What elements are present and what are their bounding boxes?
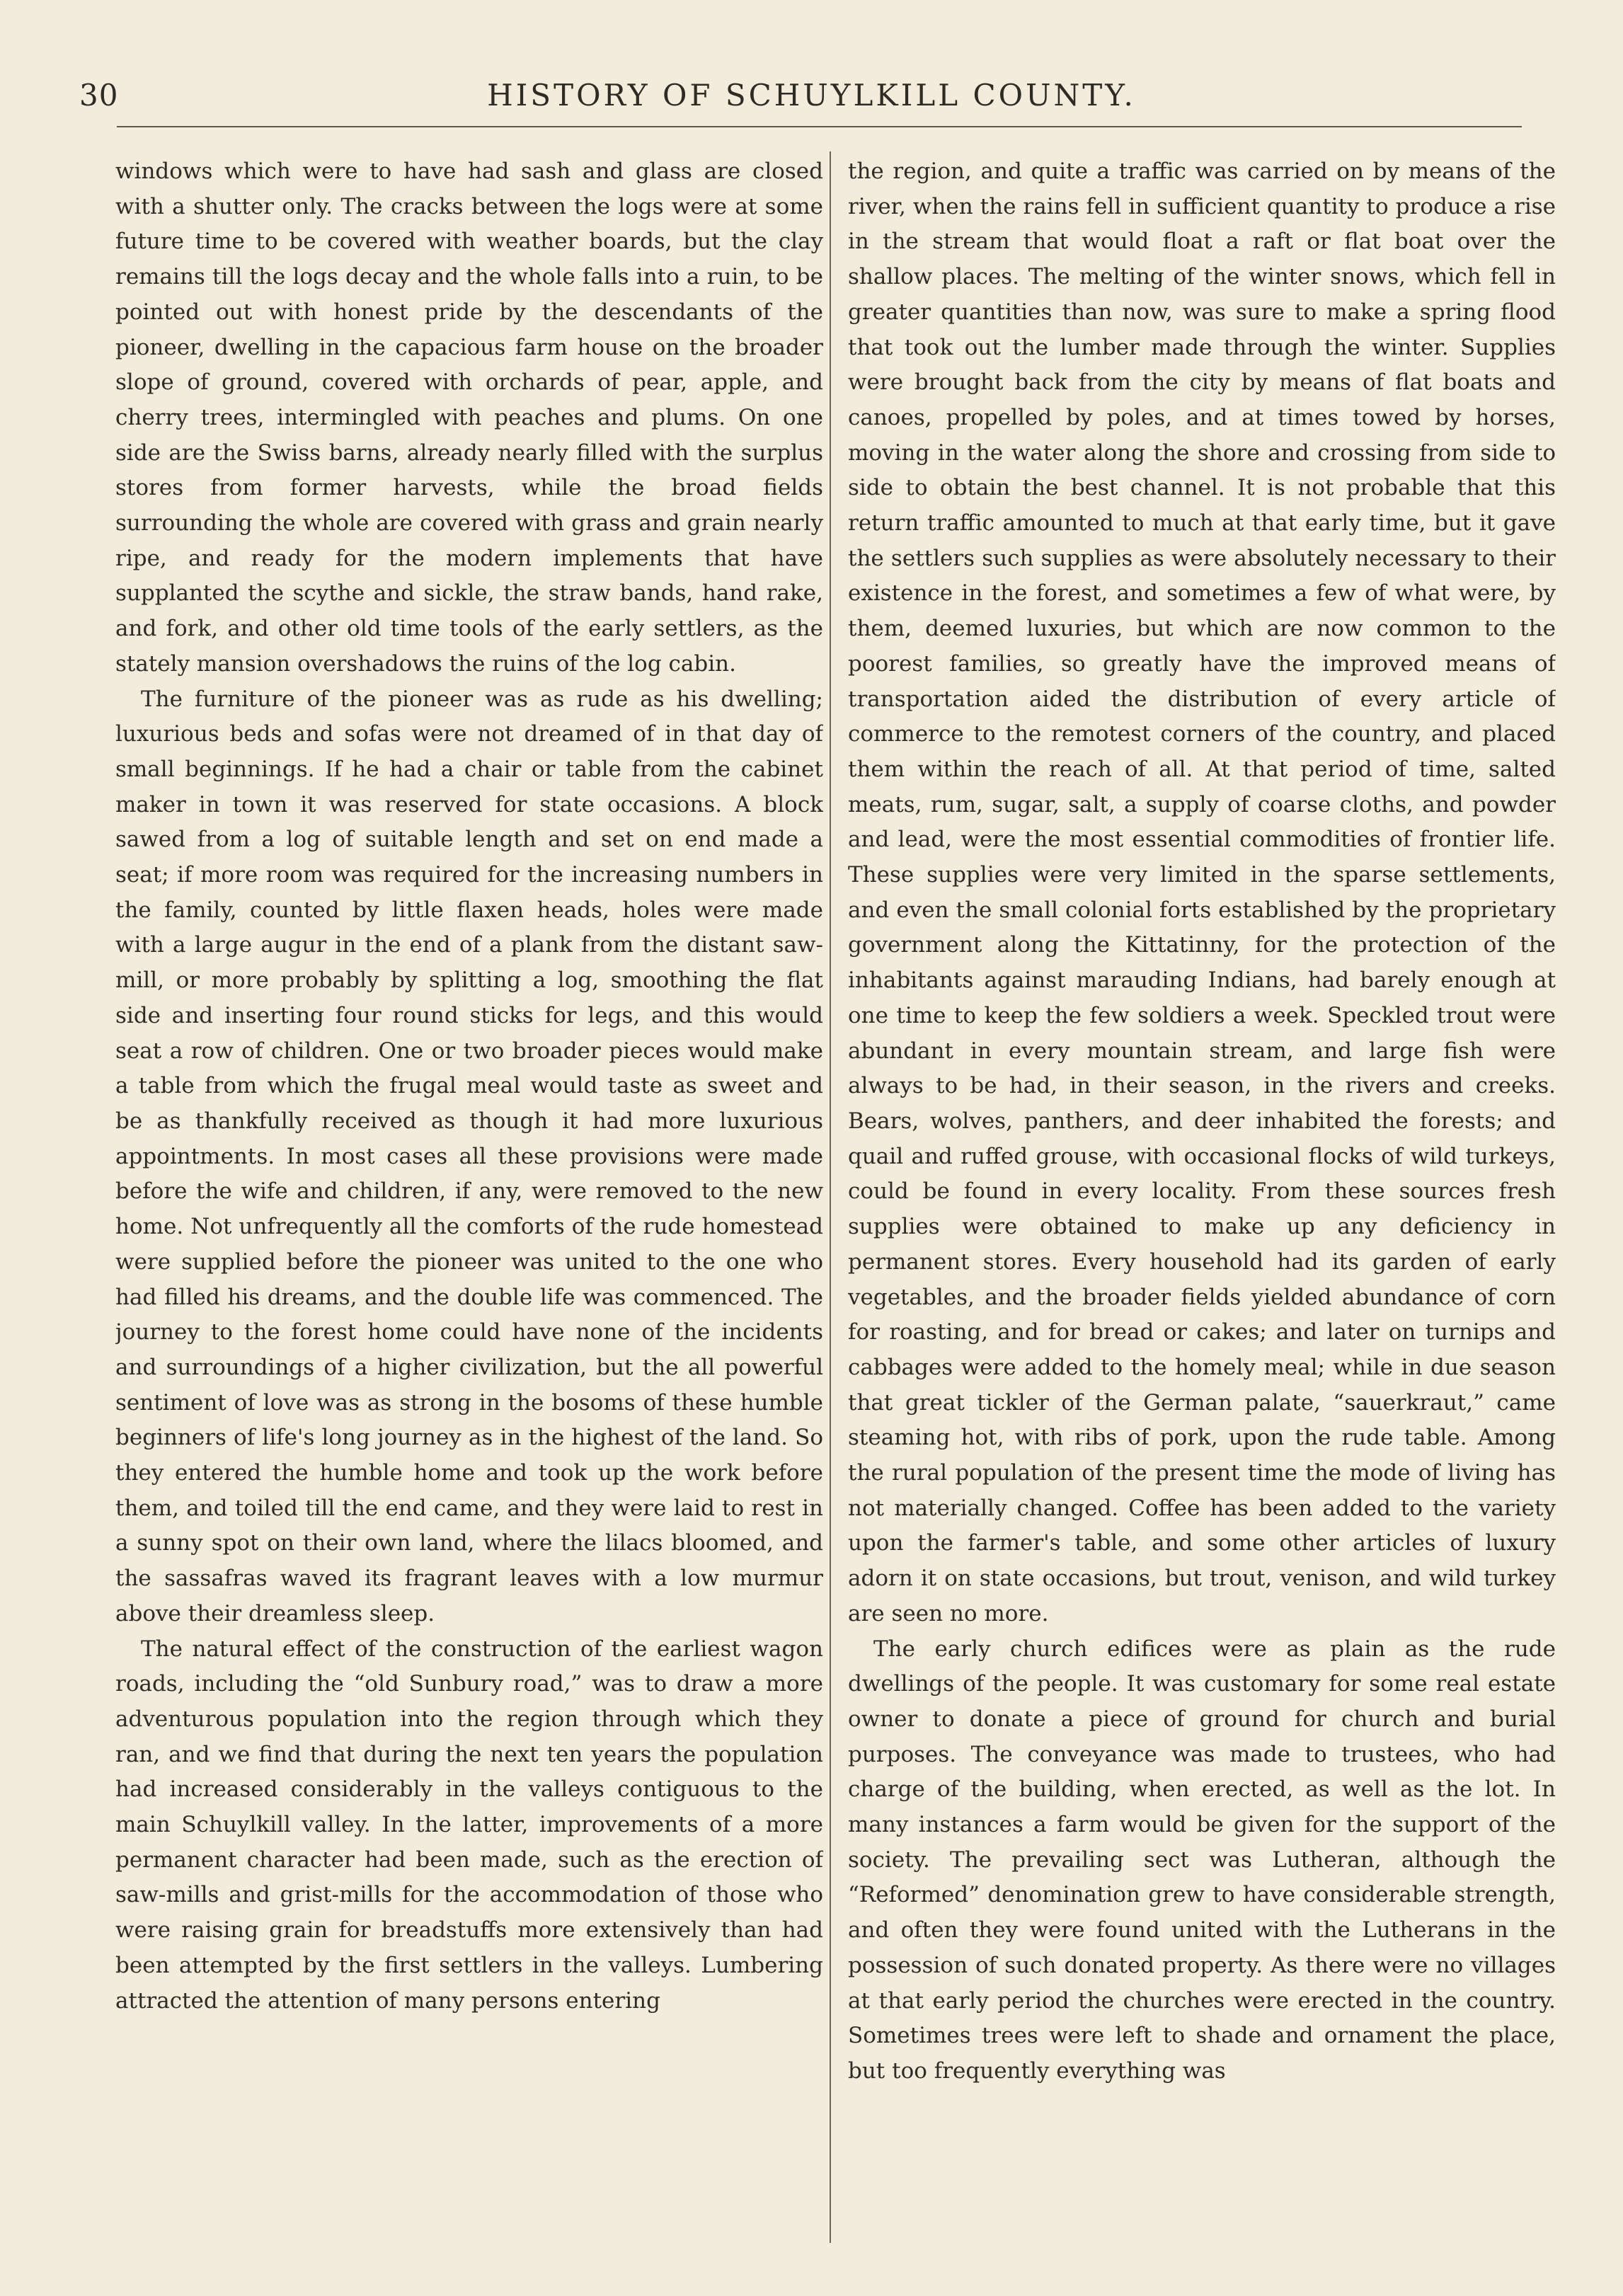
header-rule	[117, 126, 1522, 127]
paragraph: The furniture of the pioneer was as rude as his dwelling; luxurious beds and sofas were not dreamed of in that day of small beginnings. If he had a chair or table from the cabinet maker in town it was reserved for state occasions. A block sawed from a log of suitable length and set on end made a seat; if more room was required for the increasing numbers in the family, counted by little flaxen heads, holes were made with a large augur in the end of a plank from the distant saw-mill, or more probably by splitting a log, smoothing the flat side and inserting four round sticks for legs, and this would seat a row of children. One or two broader pieces would make a table from which the frugal meal would taste as sweet and be as thankfully received as though it had more luxurious appointments. In most cases all these provisions were made before the wife and children, if any, were removed to the new home. Not unfrequently all the comforts of the rude homestead were supplied before the pioneer was united to the one who had filled his dreams, and the double life was commenced. The journey to the forest home could have none of the incidents and surroundings of a higher civilization, but the all powerful sentiment of love was as strong in the bosoms of these humble beginners of life's long journey as in the highest of the land. So they entered the humble home and took up the work before them, and toiled till the end came, and they were laid to rest in a sunny spot on their own land, where the lilacs bloomed, and the sassafras waved its fragrant leaves with a low murmur above their dreamless sleep.	[115, 686, 823, 1626]
paragraph: The natural effect of the construction of the earliest wagon roads, including the “old Sunbury road,” was to draw a more adventurous population into the region through which they ran, and we find that during the next ten years the population had increased considerably in the valleys contiguous to the main Schuylkill valley. In the latter, improvements of a more permanent character had been made, such as the erection of saw-mills and grist-mills for the accommodation of those who were raising grain for breadstuffs more extensively than had been attempted by the first settlers in the valleys. Lumbering attracted the attention of many persons entering	[115, 1636, 823, 2014]
page-number: 30	[79, 78, 119, 113]
right-column	[848, 154, 1556, 2249]
running-title: HISTORY OF SCHUYLKILL COUNTY.	[487, 78, 1136, 113]
column-divider	[830, 151, 831, 2243]
paragraph: the region, and quite a traffic was carried on by means of the river, when the rains fell in sufficient quantity to produce a rise in the stream that would float a raft or flat boat over the shallow places. The melting of the winter snows, which fell in greater quantities than now, was sure to make a spring flood that took out the lumber made through the winter. Supplies were brought back from the city by means of flat boats and canoes, propelled by poles, and at times towed by horses, moving in the water along the shore and crossing from side to side to obtain the best channel. It is not probable that this return traffic amounted to much at that early time, but it gave the settlers such supplies as were absolutely necessary to their existence in the forest, and sometimes a few of what were, by them, deemed luxuries, but which are now common to the poorest families, so greatly have the improved means of transportation aided the distribution of every article of commerce to the remotest corners of the country, and placed them within the reach of all. At that period of time, salted meats, rum, sugar, salt, a supply of coarse cloths, and powder and lead, were the most essential commodities of frontier life. These supplies were very limited in the sparse settlements, and even the small colonial forts established by the proprietary government along the Kittatinny, for the protection of the inhabitants against marauding Indians, had barely enough at one time to keep the few soldiers a week. Speckled trout were abundant in every mountain stream, and large fish were always to be had, in their season, in the rivers and creeks. Bears, wolves, panthers, and deer inhabited the forests; and quail and ruffed grouse, with occasional flocks of wild turkeys, could be found in every locality. From these sources fresh supplies were obtained to make up any deficiency in permanent stores. Every household had its garden of early vegetables, and the broader fields yielded abundance of corn for roasting, and for bread or cakes; and later on turnips and cabbages were added to the homely meal; while in due season that great tickler of the German palate, “sauerkraut,” came steaming hot, with ribs of pork, upon the rude table. Among the rural population of the present time the mode of living has not materially changed. Coffee has been added to the variety upon the farmer's table, and some other articles of luxury adorn it on state occasions, but trout, venison, and wild turkey are seen no more.	[848, 159, 1556, 1626]
paragraph: windows which were to have had sash and glass are closed with a shutter only. The cracks between the logs were at some future time to be covered with weather boards, but the clay remains till the logs decay and the whole falls into a ruin, to be pointed out with honest pride by the descendants of the pioneer, dwelling in the capacious farm house on the broader slope of ground, covered with orchards of pear, apple, and cherry trees, intermingled with peaches and plums. On one side are the Swiss barns, already nearly filled with the surplus stores from former harvests, while the broad fields surrounding the whole are covered with grass and grain nearly ripe, and ready for the modern implements that have supplanted the scythe and sickle, the straw bands, hand rake, and fork, and other old time tools of the early settlers, as the stately mansion overshadows the ruins of the log cabin.	[115, 159, 823, 677]
left-column	[115, 154, 823, 2249]
paragraph: The early church edifices were as plain as the rude dwellings of the people. It was customary for some real estate owner to donate a piece of ground for church and burial purposes. The conveyance was made to trustees, who had charge of the building, when erected, as well as the lot. In many instances a farm would be given for the support of the society. The prevailing sect was Lutheran, although the “Reformed” denomination grew to have considerable strength, and often they were found united with the Lutherans in the possession of such donated property. As there were no villages at that early period the churches were erected in the country. Sometimes trees were left to shade and ornament the place, but too frequently everything was	[848, 1636, 1556, 2084]
